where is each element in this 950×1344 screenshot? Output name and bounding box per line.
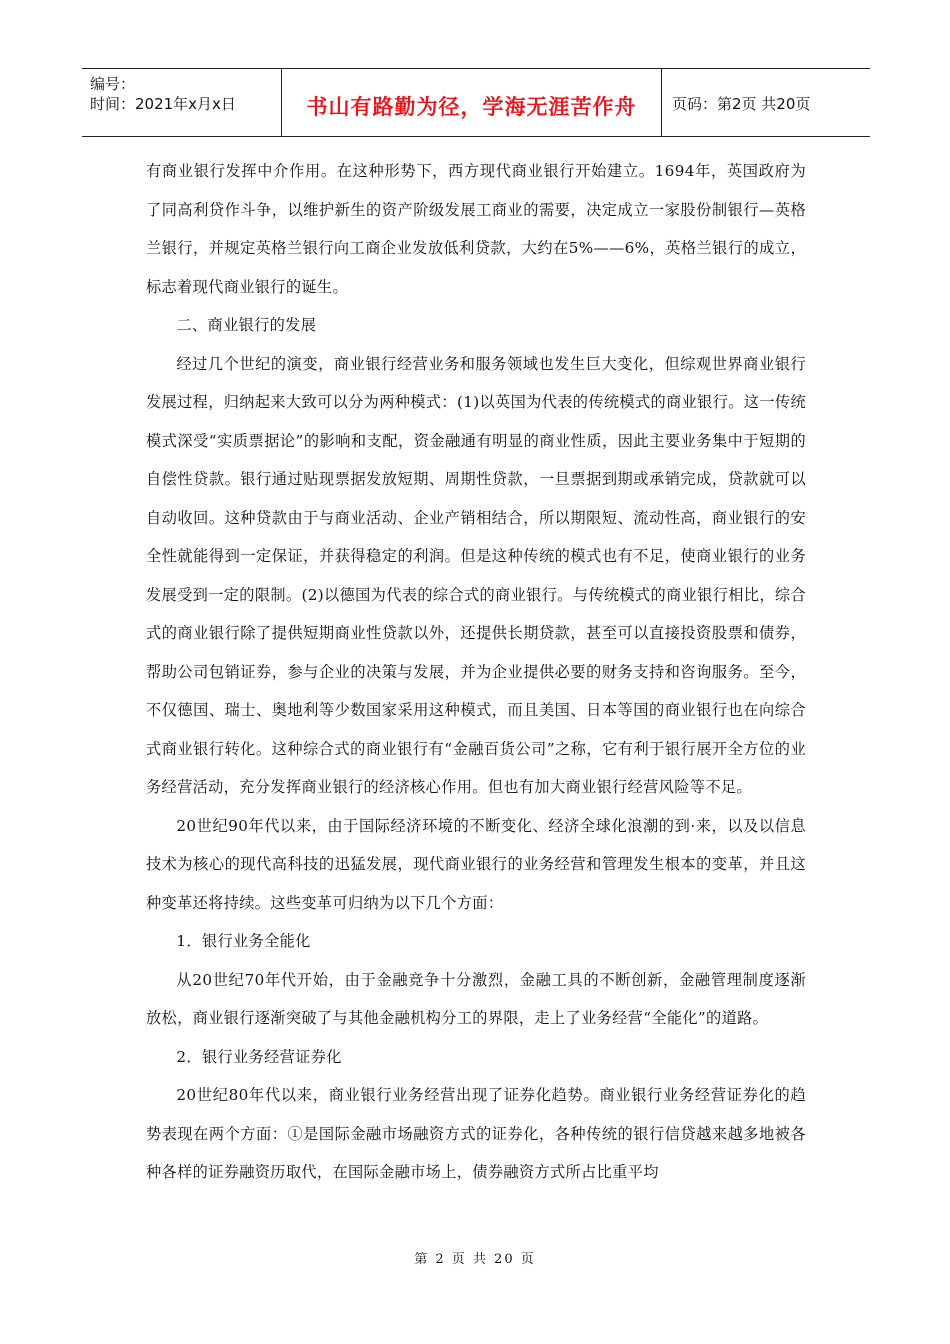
document-date: 时间：2021年x月x日 [90,95,236,113]
paragraph-5: 20世纪80年代以来，商业银行业务经营出现了证券化趋势。商业银行业务经营证券化的趋势表现在两个方面：①是国际金融市场融资方式的证券化，各种传统的银行信贷越来越多地被各种各样的证券融资历取代，在国际金融市场上，债券融资方式所占比重平均 [146,1086,806,1181]
header-page-info: 页码：第2页 共20页 [672,95,811,113]
page-footer: 第 2 页 共 20 页 [414,1252,536,1267]
subheading-2: 2．银行业务经营证券化 [176,1047,342,1066]
document-number-label: 编号： [90,75,136,93]
header-meta-cell [82,69,282,136]
section-heading: 二、商业银行的发展 [176,316,317,334]
subheading-1: 1．银行业务全能化 [176,932,311,950]
header-page-cell [662,69,870,136]
header-motto-cell [282,69,662,136]
paragraph-3: 20世纪90年代以来，由于国际经济环境的不断变化、经济全球化浪潮的到·来，以及以信息技术为核心的现代高科技的迅猛发展，现代商业银行的业务经营和管理发生根本的变革，并且这种变革还将持续。这些变革可归纳为以下几个方面： [146,816,806,912]
header-motto: 书山有路勤为径，学海无涯苦作舟 [306,95,637,119]
paragraph-1: 有商业银行发挥中介作用。在这种形势下，西方现代商业银行开始建立。1694年，英国政府为了同高利贷作斗争，以维护新生的资产阶级发展工商业的需要，决定成立一家股份制银行—英格兰银行，并规定英格兰银行向工商企业发放低利贷款，大约在5%——6%，英格兰银行的成立，标志着现代商业银行的诞生。 [146,162,806,296]
paragraph-2: 经过几个世纪的演变，商业银行经营业务和服务领域也发生巨大变化，但综观世界商业银行发展过程，归纳起来大致可以分为两种模式：(1)以英国为代表的传统模式的商业银行。这一传统模式深受“实质票据论”的影响和支配，资金融通有明显的商业性质，因此主要业务集中于短期的自偿性贷款。银行通过贴现票据发放短期、周期性贷款，一旦票据到期或承销完成，贷款就可以自动收回。这种贷款由于与商业活动、企业产销相结合，所以期限短、流动性高，商业银行的安全性就能得到一定保证，并获得稳定的利润。但是这种传统的模式也有不足，使商业银行的业务发展受到一定的限制。(2)以德国为代表的综合式的商业银行。与传统模式的商业银行相比，综合式的商业银行除了提供短期商业性贷款以外，还提供长期贷款，甚至可以直接投资股票和债券，帮助公司包销证券，参与企业的决策与发展，并为企业提供必要的财务支持和咨询服务。至今，不仅德国、瑞士、奥地利等少数国家采用这种模式，而且美国、日本等国的商业银行也在向综合式商业银行转化。这种综合式的商业银行有“金融百货公司”之称，它有利于银行展开全方位的业务经营活动，充分发挥商业银行的经济核心作用。但也有加大商业银行经营风险等不足。 [146,354,806,796]
document-header [82,68,870,137]
paragraph-4: 从20世纪70年代开始，由于金融竞争十分激烈，金融工具的不断创新，金融管理制度逐渐放松，商业银行逐渐突破了与其他金融机构分工的界限，走上了业务经营“全能化”的道路。 [146,970,806,1027]
document-body [146,152,806,1192]
